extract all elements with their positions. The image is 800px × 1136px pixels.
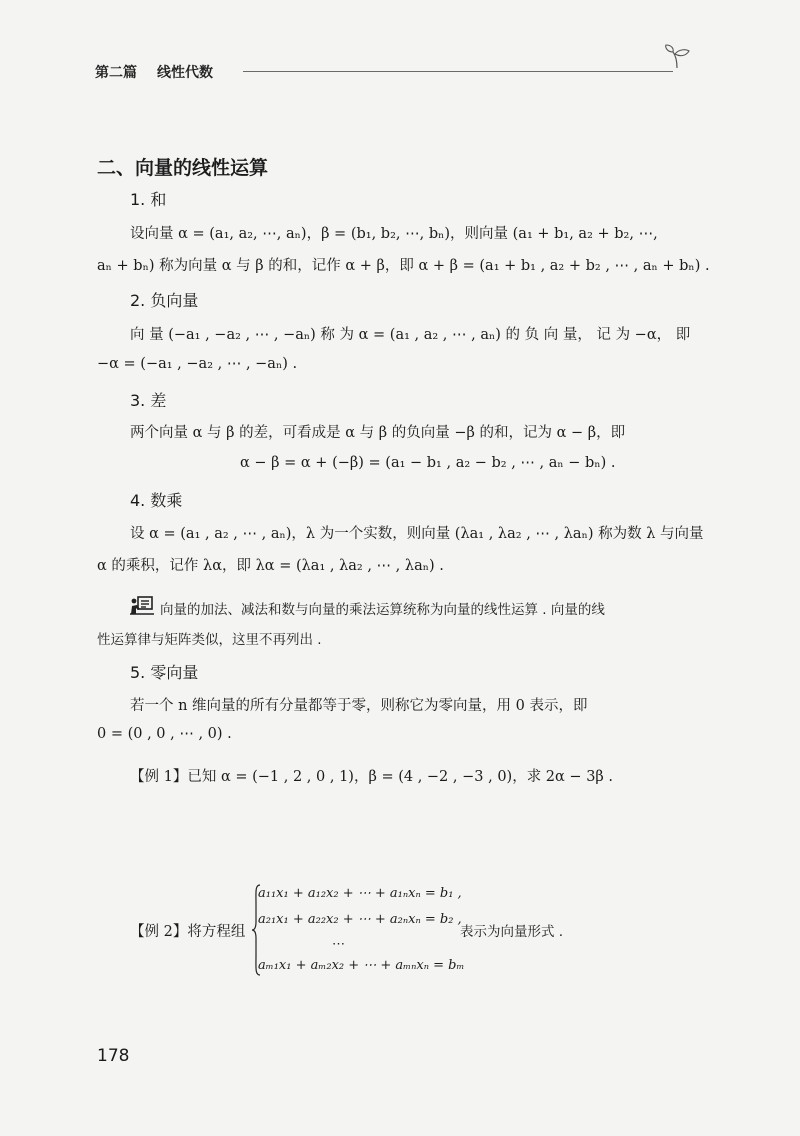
scalar-line-1: 设 α = (a₁ , a₂ , ⋯ , aₙ)，λ 为一个实数，则向量 (λa₁ , λa₂ , ⋯ , λaₙ) 称为数 λ 与向量 [130, 526, 704, 542]
subheading-negative: 2. 负向量 [130, 291, 199, 310]
subheading-zero: 5. 零向量 [130, 663, 199, 682]
running-header [95, 60, 705, 82]
header-section: 第二篇 [95, 65, 137, 81]
scalar-line-2: α 的乘积，记作 λα，即 λα = (λa₁ , λa₂ , ⋯ , λaₙ) . [97, 558, 444, 574]
neg-line-2: −α = (−a₁ , −a₂ , ⋯ , −aₙ) . [97, 356, 298, 372]
subheading-difference: 3. 差 [130, 391, 167, 410]
neg-line-1: 向 量 (−a₁ , −a₂ , ⋯ , −aₙ) 称 为 α = (a₁ , a₂ , ⋯ , aₙ) 的 负 向 量， 记 为 −α， 即 [130, 327, 691, 343]
equation-dots: ⋯ [332, 937, 345, 952]
header-rule [243, 71, 673, 72]
zero-line-1: 若一个 n 维向量的所有分量都等于零，则称它为零向量，用 0 表示，即 [130, 698, 588, 714]
sum-line-2: aₙ + bₙ) 称为向量 α 与 β 的和，记作 α + β，即 α + β = (a₁ + b₁ , a₂ + b₂ , ⋯ , aₙ + bₙ) . [97, 258, 710, 274]
example-1: 【例 1】已知 α = (−1 , 2 , 0 , 1)，β = (4 , −2 , −3 , 0)，求 2α − 3β . [130, 769, 614, 785]
note-icon [130, 595, 154, 615]
sprout-icon [662, 44, 692, 70]
sum-line-1: 设向量 α = (a₁, a₂, ⋯, aₙ)，β = (b₁, b₂, ⋯, bₙ)，则向量 (a₁ + b₁, a₂ + b₂, ⋯, [130, 226, 658, 242]
note-line-2: 性运算律与矩阵类似，这里不再列出 . [97, 632, 322, 648]
diff-formula: α − β = α + (−β) = (a₁ − b₁ , a₂ − b₂ , ⋯ , aₙ − bₙ) . [240, 455, 616, 471]
equation-1: a₁₁x₁ + a₁₂x₂ + ⋯ + a₁ₙxₙ = b₁ , [258, 886, 462, 901]
zero-line-2: 0 = (0 , 0 , ⋯ , 0) . [97, 726, 232, 742]
header-title: 线性代数 [157, 65, 213, 81]
example-2-label: 【例 2】将方程组 [130, 924, 246, 940]
subheading-scalar: 4. 数乘 [130, 491, 183, 510]
section-heading: 二、向量的线性运算 [97, 157, 269, 179]
subheading-sum: 1. 和 [130, 190, 167, 209]
equation-m: aₘ₁x₁ + aₘ₂x₂ + ⋯ + aₘₙxₙ = bₘ [258, 958, 465, 973]
page-number: 178 [97, 1046, 130, 1066]
example-2-tail: 表示为向量形式 . [460, 924, 564, 940]
diff-line-1: 两个向量 α 与 β 的差，可看成是 α 与 β 的负向量 −β 的和，记为 α − β，即 [130, 425, 626, 441]
equation-2: a₂₁x₁ + a₂₂x₂ + ⋯ + a₂ₙxₙ = b₂ , [258, 912, 462, 927]
note-line-1: 向量的加法、减法和数与向量的乘法运算统称为向量的线性运算 . 向量的线 [160, 602, 605, 618]
